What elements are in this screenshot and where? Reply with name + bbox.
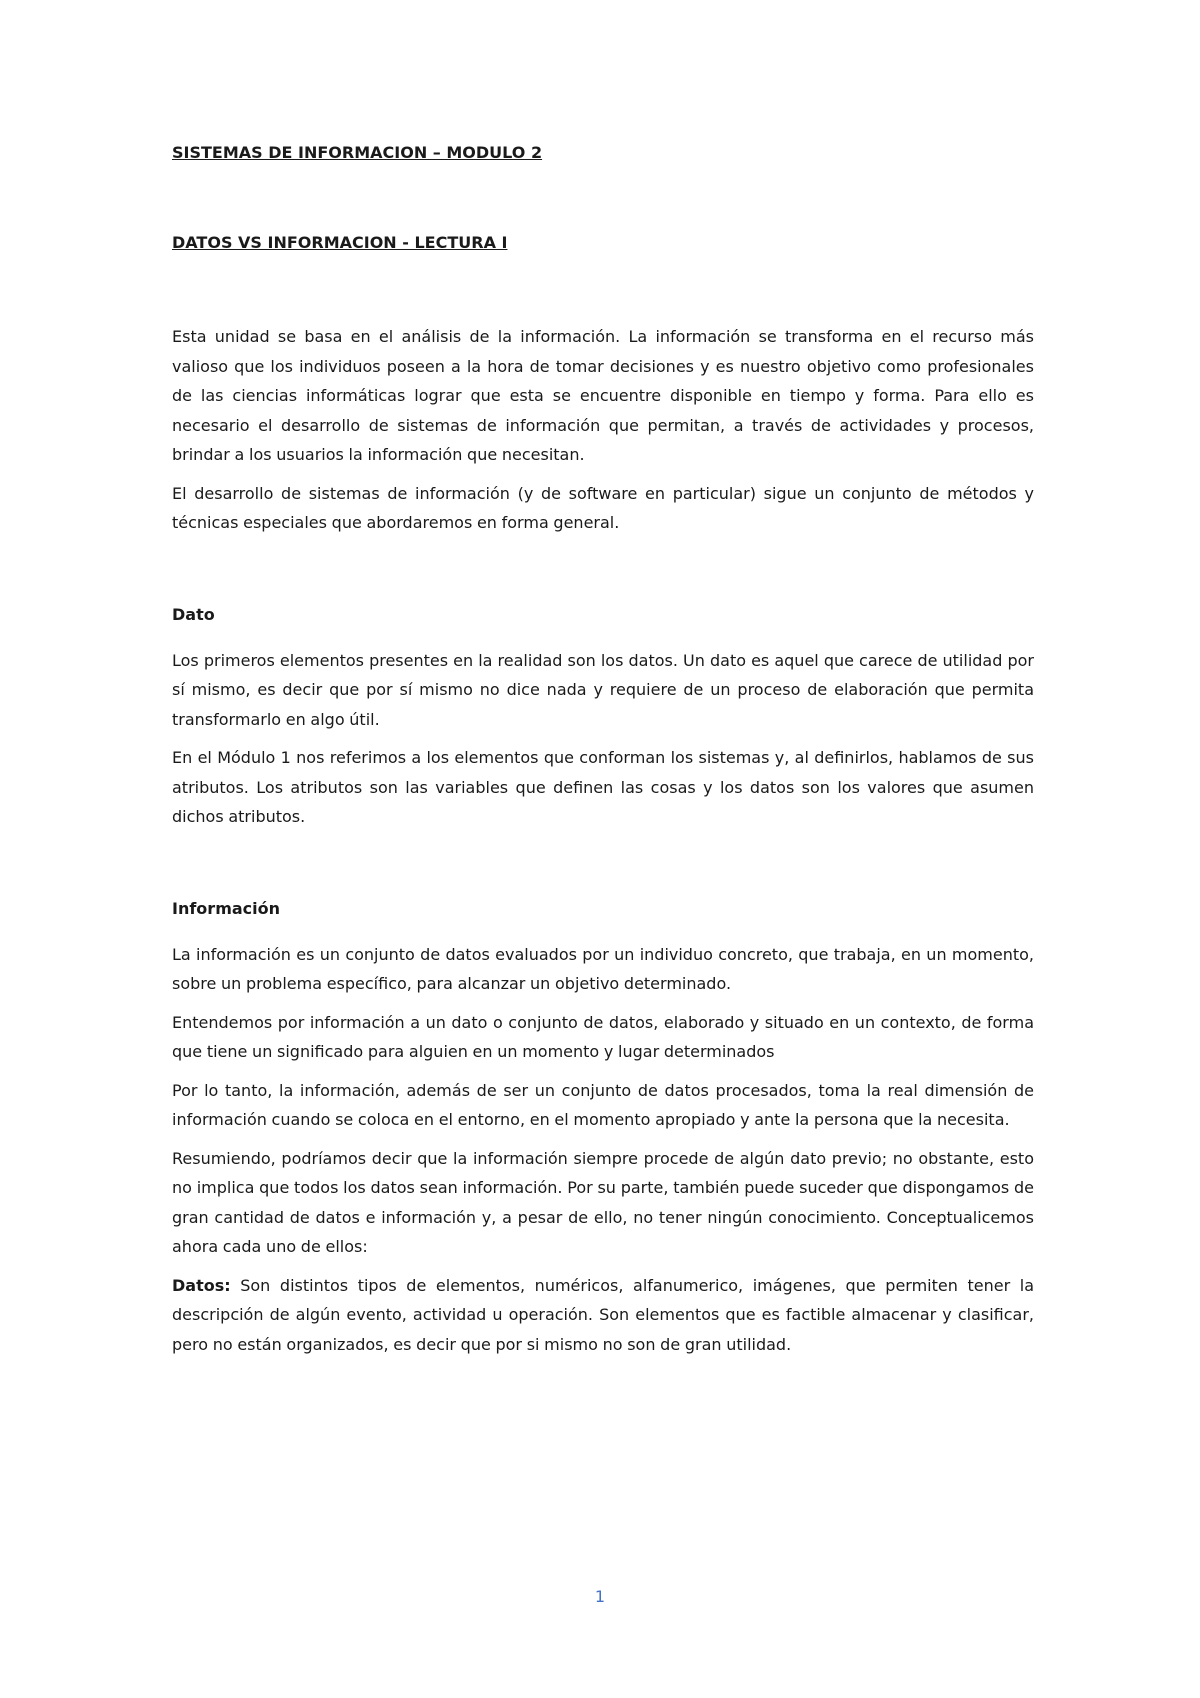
section-paragraph: Por lo tanto, la información, además de ser un conjunto de datos procesados, toma la real dimensión de información cuando se coloca en el entorno, en el momento apropiado y ante la persona que la necesita. (172, 1080, 1034, 1129)
document-title: SISTEMAS DE INFORMACION – MODULO 2 (172, 143, 543, 162)
section-paragraph: Los primeros elementos presentes en la realidad son los datos. Un dato es aquel que carece de utilidad por sí mismo, es decir que por sí mismo no dice nada y requiere de un proceso de elaboración que permita transformarlo en algo útil. (172, 650, 1034, 729)
document-page (172, 140, 1034, 1359)
section-paragraph: Entendemos por información a un dato o conjunto de datos, elaborado y situado en un contexto, de forma que tiene un significado para alguien en un momento y lugar determinados (172, 1012, 1034, 1061)
section-heading-dato: Dato (172, 604, 215, 624)
definition-paragraph (172, 1271, 1034, 1360)
page-number: 1 (594, 1587, 606, 1606)
definition-term: Datos: (172, 1275, 231, 1295)
intro-paragraph: Esta unidad se basa en el análisis de la información. La información se transforma en el recurso más valioso que los individuos poseen a la hora de tomar decisiones y es nuestro objetivo como profesionales de las ciencias informáticas lograr que esta se encuentre disponible en tiempo y forma. Para ello es necesario el desarrollo de sistemas de información que permitan, a través de actividades y procesos, brindar a los usuarios la información que necesitan. (172, 327, 1034, 464)
section-paragraph: Resumiendo, podríamos decir que la información siempre procede de algún dato previo; no obstante, esto no implica que todos los datos sean información. Por su parte, también puede suceder que dispongamos de gran cantidad de datos e información y, a pesar de ello, no tener ningún conocimiento. Conceptualicemos ahora cada uno de ellos: (172, 1148, 1034, 1256)
section-paragraph: En el Módulo 1 nos referimos a los elementos que conforman los sistemas y, al definirlos, hablamos de sus atributos. Los atributos son las variables que definen las cosas y los datos son los valores que asumen dichos atributos. (172, 748, 1034, 826)
section-paragraph: La información es un conjunto de datos evaluados por un individuo concreto, que trabaja, en un momento, sobre un problema específico, para alcanzar un objetivo determinado. (172, 944, 1034, 993)
definition-text: Son distintos tipos de elementos, numéricos, alfanumerico, imágenes, que permiten tener la descripción de algún evento, actividad u operación. Son elementos que es factible almacenar y clasificar, pero no están organizados, es decir que por si mismo no son de gran utilidad. (172, 1275, 1034, 1354)
intro-paragraph: El desarrollo de sistemas de información (y de software en particular) sigue un conjunto de métodos y técnicas especiales que abordaremos en forma general. (172, 483, 1034, 532)
section-heading-informacion: Información (172, 898, 281, 918)
document-subtitle: DATOS VS INFORMACION - LECTURA I (172, 233, 508, 252)
